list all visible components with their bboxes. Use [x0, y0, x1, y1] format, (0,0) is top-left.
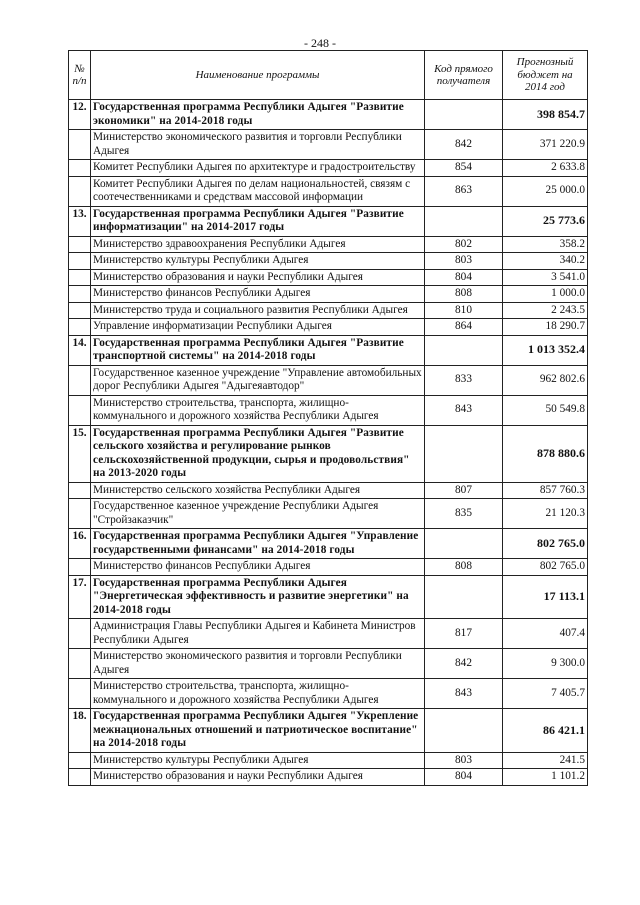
row-name: Комитет Республики Адыгея по архитектуре и градостроительству: [91, 160, 425, 177]
budget-amount: 407.4: [503, 619, 588, 649]
budget-amount: 50 549.8: [503, 395, 588, 425]
recipient-code: 843: [425, 679, 503, 709]
recipient-code: 817: [425, 619, 503, 649]
recipient-code: 804: [425, 769, 503, 786]
recipient-code: 863: [425, 176, 503, 206]
recipient-code: [425, 335, 503, 365]
row-name: Министерство финансов Республики Адыгея: [91, 286, 425, 303]
recipient-code: 802: [425, 236, 503, 253]
recipient-code: [425, 575, 503, 619]
budget-amount: 25 000.0: [503, 176, 588, 206]
row-name: Министерство строительства, транспорта, жилищно-коммунального и дорожного хозяйства Республики Адыгея: [91, 679, 425, 709]
budget-amount: 802 765.0: [503, 559, 588, 576]
table-row: [69, 769, 588, 786]
recipient-code: 843: [425, 395, 503, 425]
header-num: № п/п: [69, 51, 91, 100]
row-number: [69, 769, 91, 786]
row-name: Министерство образования и науки Республики Адыгея: [91, 769, 425, 786]
budget-table: [68, 50, 588, 786]
row-number: [69, 499, 91, 529]
recipient-code: 854: [425, 160, 503, 177]
budget-amount: 1 013 352.4: [503, 335, 588, 365]
table-row: [69, 559, 588, 576]
row-number: [69, 679, 91, 709]
row-number: [69, 130, 91, 160]
row-name: Государственное казенное учреждение "Управление автомобильных дорог Республики Адыгея "Адыгеяавтодор": [91, 365, 425, 395]
row-name: Министерство культуры Республики Адыгея: [91, 752, 425, 769]
row-name: Государственное казенное учреждение Республики Адыгея "Стройзаказчик": [91, 499, 425, 529]
table-row: [69, 752, 588, 769]
budget-amount: 21 120.3: [503, 499, 588, 529]
row-number: 18.: [69, 709, 91, 753]
row-name: Министерство образования и науки Республики Адыгея: [91, 269, 425, 286]
row-name: Министерство сельского хозяйства Республики Адыгея: [91, 482, 425, 499]
row-number: [69, 160, 91, 177]
budget-amount: 1 000.0: [503, 286, 588, 303]
row-number: [69, 752, 91, 769]
budget-amount: 857 760.3: [503, 482, 588, 499]
recipient-code: [425, 425, 503, 482]
recipient-code: 864: [425, 319, 503, 336]
budget-amount: 3 541.0: [503, 269, 588, 286]
budget-amount: 962 802.6: [503, 365, 588, 395]
recipient-code: 808: [425, 286, 503, 303]
recipient-code: 807: [425, 482, 503, 499]
budget-amount: 398 854.7: [503, 100, 588, 130]
program-row: [69, 529, 588, 559]
row-name: Государственная программа Республики Адыгея "Развитие транспортной системы" на 2014-2018 годы: [91, 335, 425, 365]
table-row: [69, 236, 588, 253]
budget-amount: 9 300.0: [503, 649, 588, 679]
row-number: [69, 176, 91, 206]
table-row: [69, 176, 588, 206]
row-name: Комитет Республики Адыгея по делам национальностей, связям с соотечественниками и средствам массовой информации: [91, 176, 425, 206]
table-row: [69, 160, 588, 177]
row-number: 17.: [69, 575, 91, 619]
row-number: [69, 286, 91, 303]
table-row: [69, 649, 588, 679]
row-number: 16.: [69, 529, 91, 559]
recipient-code: 833: [425, 365, 503, 395]
budget-amount: 18 290.7: [503, 319, 588, 336]
row-number: 13.: [69, 206, 91, 236]
row-name: Министерство здравоохранения Республики Адыгея: [91, 236, 425, 253]
row-name: Министерство строительства, транспорта, жилищно-коммунального и дорожного хозяйства Республики Адыгея: [91, 395, 425, 425]
budget-amount: 340.2: [503, 253, 588, 270]
budget-amount: 2 243.5: [503, 302, 588, 319]
budget-amount: 1 101.2: [503, 769, 588, 786]
row-number: [69, 559, 91, 576]
table-header-row: [69, 51, 588, 100]
row-name: Государственная программа Республики Адыгея "Управление государственными финансами" на 2014-2018 годы: [91, 529, 425, 559]
recipient-code: 835: [425, 499, 503, 529]
table-row: [69, 130, 588, 160]
recipient-code: [425, 529, 503, 559]
program-row: [69, 425, 588, 482]
recipient-code: 842: [425, 649, 503, 679]
row-name: Государственная программа Республики Адыгея "Развитие сельского хозяйства и регулирование рынков сельскохозяйственной продукции, сырья и продовольствия" на 2013-2020 годы: [91, 425, 425, 482]
table-row: [69, 286, 588, 303]
row-number: [69, 365, 91, 395]
table-row: [69, 395, 588, 425]
row-name: Министерство труда и социального развития Республики Адыгея: [91, 302, 425, 319]
row-number: [69, 236, 91, 253]
recipient-code: 810: [425, 302, 503, 319]
program-row: [69, 206, 588, 236]
table-row: [69, 302, 588, 319]
recipient-code: [425, 100, 503, 130]
row-name: Министерство финансов Республики Адыгея: [91, 559, 425, 576]
table-row: [69, 365, 588, 395]
recipient-code: 803: [425, 752, 503, 769]
row-name: Министерство экономического развития и торговли Республики Адыгея: [91, 649, 425, 679]
row-name: Министерство экономического развития и торговли Республики Адыгея: [91, 130, 425, 160]
recipient-code: 842: [425, 130, 503, 160]
table-row: [69, 319, 588, 336]
row-name: Министерство культуры Республики Адыгея: [91, 253, 425, 270]
program-row: [69, 575, 588, 619]
recipient-code: 804: [425, 269, 503, 286]
recipient-code: [425, 709, 503, 753]
row-number: [69, 619, 91, 649]
budget-amount: 241.5: [503, 752, 588, 769]
table-body: [69, 100, 588, 786]
budget-amount: 17 113.1: [503, 575, 588, 619]
row-name: Государственная программа Республики Адыгея "Развитие информатизации" на 2014-2017 годы: [91, 206, 425, 236]
row-number: [69, 395, 91, 425]
row-number: 15.: [69, 425, 91, 482]
row-name: Государственная программа Республики Адыгея "Энергетическая эффективность и развитие энергетики" на 2014-2018 годы: [91, 575, 425, 619]
program-row: [69, 100, 588, 130]
header-name: Наименование программы: [91, 51, 425, 100]
header-code: Код прямого получателя: [425, 51, 503, 100]
header-budget: Прогнозный бюджет на 2014 год: [503, 51, 588, 100]
budget-amount: 802 765.0: [503, 529, 588, 559]
table-row: [69, 253, 588, 270]
row-name: Государственная программа Республики Адыгея "Развитие экономики" на 2014-2018 годы: [91, 100, 425, 130]
row-number: [69, 649, 91, 679]
budget-amount: 371 220.9: [503, 130, 588, 160]
budget-amount: 25 773.6: [503, 206, 588, 236]
recipient-code: [425, 206, 503, 236]
budget-amount: 2 633.8: [503, 160, 588, 177]
table-row: [69, 619, 588, 649]
budget-amount: 358.2: [503, 236, 588, 253]
row-number: [69, 302, 91, 319]
row-name: Администрация Главы Республики Адыгея и Кабинета Министров Республики Адыгея: [91, 619, 425, 649]
row-number: 12.: [69, 100, 91, 130]
budget-amount: 86 421.1: [503, 709, 588, 753]
table-row: [69, 679, 588, 709]
table-row: [69, 482, 588, 499]
row-number: [69, 482, 91, 499]
table-row: [69, 269, 588, 286]
recipient-code: 803: [425, 253, 503, 270]
row-number: [69, 253, 91, 270]
row-number: [69, 269, 91, 286]
row-name: Государственная программа Республики Адыгея "Укрепление межнациональных отношений и патриотическое воспитание" на 2014-2018 годы: [91, 709, 425, 753]
budget-amount: 878 880.6: [503, 425, 588, 482]
program-row: [69, 335, 588, 365]
recipient-code: 808: [425, 559, 503, 576]
program-row: [69, 709, 588, 753]
budget-amount: 7 405.7: [503, 679, 588, 709]
row-number: 14.: [69, 335, 91, 365]
row-name: Управление информатизации Республики Адыгея: [91, 319, 425, 336]
page-number: - 248 -: [304, 36, 336, 50]
row-number: [69, 319, 91, 336]
table-row: [69, 499, 588, 529]
